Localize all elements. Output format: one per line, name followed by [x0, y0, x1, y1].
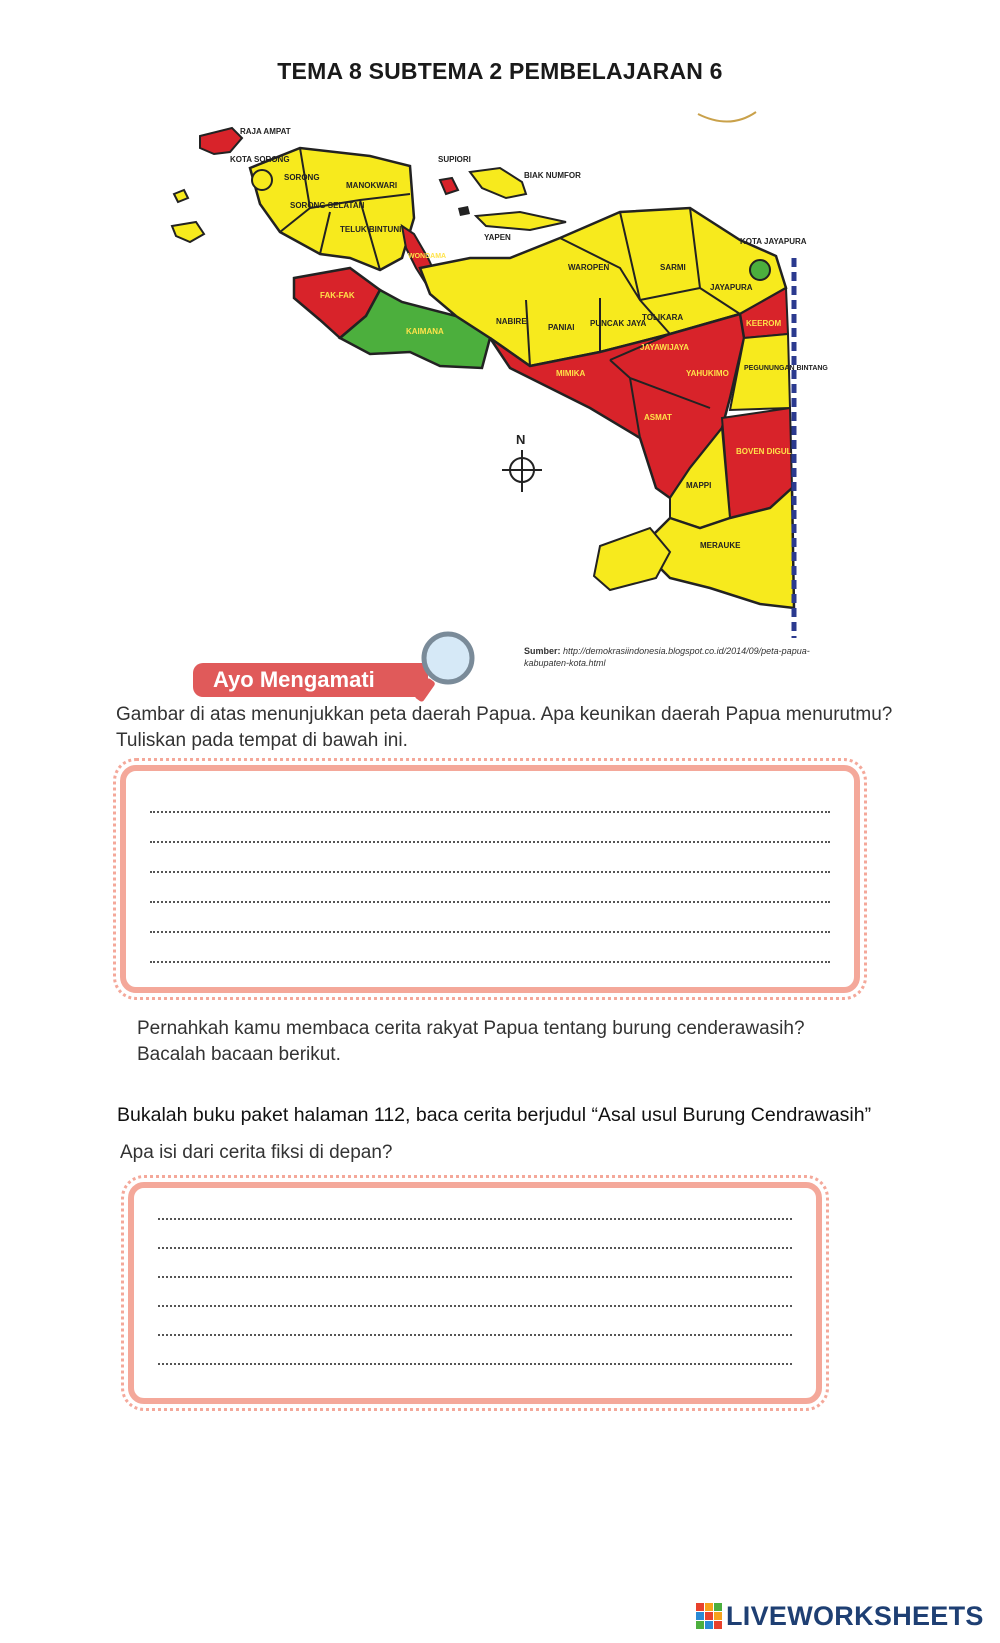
- kota-jayapura-marker: [750, 260, 770, 280]
- label-yahukimo: YAHUKIMO: [686, 369, 729, 378]
- answer-box-observation[interactable]: [120, 765, 860, 993]
- region-supiori: [440, 178, 458, 194]
- answer-line[interactable]: [158, 1305, 792, 1307]
- region-raja-ampat: [200, 128, 242, 154]
- region-yapen: [476, 212, 566, 230]
- label-teluk-bintuni: TELUK BINTUNI: [340, 225, 402, 234]
- answer-line[interactable]: [150, 811, 830, 813]
- region-biak: [470, 168, 526, 198]
- compass-north-label: N: [516, 432, 526, 447]
- label-mimika: MIMIKA: [556, 369, 586, 378]
- label-sorong-selatan: SORONG SELATAN: [290, 201, 365, 210]
- label-mappi: MAPPI: [686, 481, 712, 490]
- label-wondama: WONDAMA: [408, 253, 447, 260]
- label-sarmi: SARMI: [660, 263, 686, 272]
- answer-line[interactable]: [158, 1247, 792, 1249]
- label-keerom: KEEROM: [746, 319, 782, 328]
- ayo-mengamati-badge: Ayo Mengamati: [193, 663, 428, 697]
- label-supiori: SUPIORI: [438, 155, 471, 164]
- story-prompt: Pernahkah kamu membaca cerita rakyat Papua tentang burung cenderawasih? Bacalah bacaan berikut.: [137, 1018, 805, 1065]
- textbook-instruction: Bukalah buku paket halaman 112, baca cerita berjudul “Asal usul Burung Cendrawasih”: [117, 1104, 872, 1126]
- liveworksheets-brand: LIVEWORKSHEETS: [726, 1600, 984, 1631]
- label-sorong: SORONG: [284, 173, 320, 182]
- source-label: Sumber:: [524, 646, 561, 656]
- label-pegunungan-bintang: PEGUNUNGAN BINTANG: [744, 365, 828, 372]
- fiction-question: Apa isi dari cerita fiksi di depan?: [120, 1142, 393, 1163]
- label-raja-ampat: RAJA AMPAT: [240, 127, 291, 136]
- label-yapen: YAPEN: [484, 233, 511, 242]
- liveworksheets-logo: [696, 1596, 984, 1636]
- island-small-1: [174, 190, 188, 202]
- label-jayapura: JAYAPURA: [710, 283, 753, 292]
- label-asmat: ASMAT: [644, 413, 672, 422]
- label-jayawijaya: JAYAWIJAYA: [640, 343, 690, 352]
- answer-line[interactable]: [158, 1276, 792, 1278]
- papua-map: [170, 108, 830, 668]
- label-nabire: NABIRE: [496, 317, 527, 326]
- region-island-south: [594, 528, 670, 590]
- island-small-3: [458, 206, 470, 216]
- label-merauke: MERAUKE: [700, 541, 741, 550]
- label-fak-fak: FAK-FAK: [320, 291, 355, 300]
- liveworksheets-grid-icon: [696, 1603, 722, 1629]
- island-small-2: [172, 222, 204, 242]
- label-kota-sorong: KOTA SORONG: [230, 155, 290, 164]
- source-url: http://demokrasiindonesia.blogspot.co.id/2014/09/peta-papua-kabupaten-kota.html: [524, 646, 810, 668]
- answer-line[interactable]: [150, 901, 830, 903]
- label-kaimana: KAIMANA: [406, 327, 444, 336]
- answer-line[interactable]: [158, 1363, 792, 1365]
- answer-line[interactable]: [150, 871, 830, 873]
- kota-sorong-marker: [252, 170, 272, 190]
- answer-box-fiction[interactable]: [128, 1182, 822, 1404]
- page-title: TEMA 8 SUBTEMA 2 PEMBELAJARAN 6: [277, 58, 723, 84]
- answer-line[interactable]: [158, 1218, 792, 1220]
- label-waropen: WAROPEN: [568, 263, 610, 272]
- magnifier-icon: [410, 628, 480, 708]
- label-tolikara: TOLIKARA: [642, 313, 684, 322]
- label-paniai: PANIAI: [548, 323, 575, 332]
- compass-icon: [502, 432, 542, 492]
- label-kota-jayapura: KOTA JAYAPURA: [740, 237, 807, 246]
- label-manokwari: MANOKWARI: [346, 181, 398, 190]
- map-source: [524, 645, 824, 669]
- answer-line[interactable]: [150, 961, 830, 963]
- answer-line[interactable]: [150, 841, 830, 843]
- observation-question: Gambar di atas menunjukkan peta daerah Papua. Apa keunikan daerah Papua menurutmu? Tuliskan pada tempat di bawah ini.: [116, 704, 893, 751]
- label-boven-digul: BOVEN DIGUL: [736, 447, 792, 456]
- label-puncak-jaya: PUNCAK JAYA: [590, 319, 647, 328]
- label-biak-numfor: BIAK NUMFOR: [524, 171, 581, 180]
- map-arc: [698, 112, 756, 122]
- answer-line[interactable]: [158, 1334, 792, 1336]
- answer-line[interactable]: [150, 931, 830, 933]
